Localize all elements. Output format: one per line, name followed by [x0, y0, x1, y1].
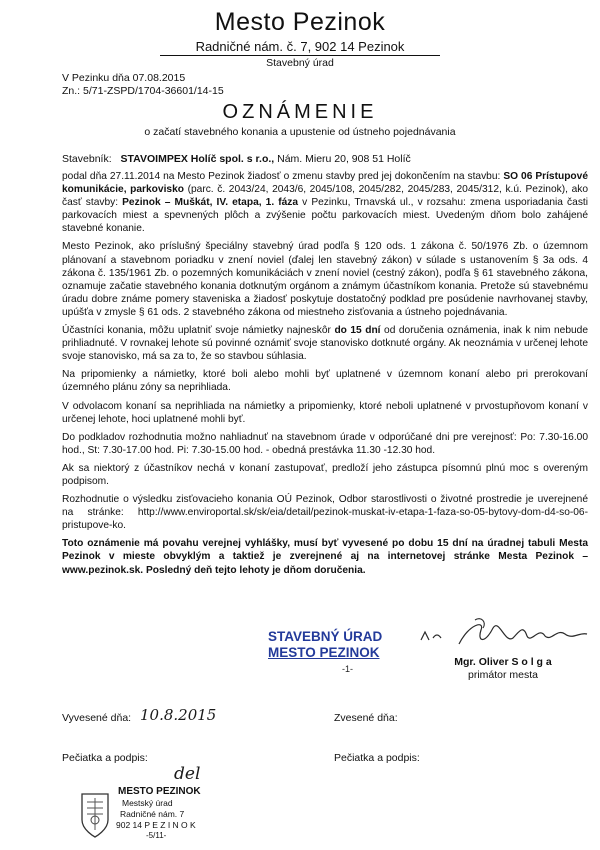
- signatory-role: primátor mesta: [467, 669, 539, 681]
- builder-label: Stavebník:: [62, 153, 112, 165]
- reference-number: Zn.: 5/71-ZSPD/1704-36601/14-15: [62, 85, 224, 97]
- paragraph-text: (parc. č. 2043/24, 2043/6, 2045/108, 2045/282, 2045/283, 2045/312, k.ú. Pezinok), ako časť stavby:: [62, 184, 589, 209]
- stamp-signature-label-right: Pečiatka a podpis:: [334, 752, 420, 764]
- municipal-stamp: [78, 786, 228, 844]
- paragraph-objections: Na pripomienky a námietky, ktoré boli alebo mohli byť uplatnené v územnom konaní alebo pri prerokovaní územného plánu zóny sa neprihliada.: [62, 369, 588, 394]
- handwritten-initials: del: [174, 764, 201, 784]
- deadline-days: do 15 dní: [334, 325, 381, 337]
- removed-label: Zvesené dňa:: [334, 712, 398, 724]
- paragraph-text: podal dňa 27.11.2014 na Mesto Pezinok žiadosť o zmenu stavby pred jej dokončením na stavbu:: [62, 171, 501, 182]
- office-stamp-line1: STAVEBNÝ ÚRAD: [268, 629, 383, 644]
- office-stamp-line2: MESTO PEZINOK: [268, 645, 380, 660]
- notice-title: OZNÁMENIE: [222, 101, 378, 123]
- stamp-line1: MESTO PEZINOK: [118, 786, 201, 797]
- stamp-line3: Radničné nám. 7: [120, 809, 185, 819]
- paragraph-representation: Ak sa niektorý z účastníkov nechá v konaní zastupovať, predloží jeho zástupca písomnú plnú moc s overeným podpisom.: [62, 462, 588, 487]
- paragraph-authority: Mesto Pezinok, ako príslušný špeciálny stavebný úrad podľa § 120 ods. 1 zákona č. 50/1976 Zb. o územnom plánovaní a stavebnom poriadku v znení noviel (ďalej len stavebný zákon) v súlade s ustanovením § 3a ods. 4 zákona č. 135/1961 Zb. o pozemných komunikáciách v znení noviel (cestný zákon), podľa § 61 stavebného zákona, oznamuje začatie stavebného konania dotknutým orgánom a známym účastníkom konania. Pretože sú stavebnému úradu dobre známe pomery staveniska a žiadosť poskytuje dostatočný podklad pre posúdenie navrhovanej stavby, upúšťa v zmysle § 61 ods. 2 stavebného zákona od miestneho zisťovania a ústneho pojednávania.: [62, 241, 588, 318]
- notice-subtitle: o začatí stavebného konania a upustenie od ústneho pojednávania: [144, 126, 456, 138]
- notice-body: [62, 170, 588, 582]
- paragraph-appeal: V odvolacom konaní sa neprihliada na námietky a pripomienky, ktoré neboli uplatnené v prvostupňovom konaní v určenej lehote, hoci uplatnené mohli byť.: [62, 400, 588, 425]
- place-date: V Pezinku dňa 07.08.2015: [62, 72, 186, 84]
- paragraph-text: od doručenia oznámenia, inak k nim nebude prihliadnuté. V rovnakej lehote sú povinné oznámiť svoje stanovisko dotknuté orgány. Ak neoznámia v určenej lehote svoje stanovisko, má sa za to, že so stavbou súhlasia.: [62, 325, 588, 363]
- builder-address: Nám. Mieru 20, 908 51 Holíč: [277, 153, 411, 165]
- paragraph-application: [62, 170, 588, 235]
- stamp-line4: 902 14 P E Z I N O K: [116, 820, 196, 830]
- office-stamp: [268, 629, 382, 677]
- paragraph-text: v Pezinku, Trnavská ul., v rozsahu: zmena usporiadania časti parkovacích miest a spevnených plôch a zvýšenie počtu parkovacích miest. Uvedeným dňom bolo zahájené stavebné konanie.: [62, 197, 589, 235]
- paragraph-deadline: [62, 324, 588, 363]
- office-name: Stavebný úrad: [266, 57, 334, 69]
- page-title: Mesto Pezinok: [214, 8, 386, 36]
- stamp-signature-label-left: Pečiatka a podpis:: [62, 752, 148, 764]
- coat-of-arms-icon: [78, 790, 112, 840]
- paragraph-decision-link: Rozhodnutie o výsledku zisťovacieho konania OÚ Pezinok, Odbor starostlivosti o životné prostredie je uverejnené na stránke: http://www.enviroportal.sk/sk/eia/detail/pezinok-muskat-iv-etapa-1-faza-so-05-bytovy-dom-d4-so-06-pristupove-ko.: [62, 494, 588, 532]
- paragraph-public-notice: Toto oznámenie má povahu verejnej vyhlášky, musí byť vyvesené po dobu 15 dní na úradnej tabuli Mesta Pezinok v mieste obvyklým a taktiež je zverejnené aj na internetovej stránke Mesta Pezinok – www.pezinok.sk. Posledný deň tejto lehoty je dňom doručenia.: [62, 538, 588, 576]
- signature-scribble: [415, 614, 595, 654]
- paragraph-text: Účastníci konania, môžu uplatniť svoje námietky najneskôr: [62, 325, 335, 337]
- builder-line: [62, 153, 411, 165]
- signatory: [418, 656, 588, 682]
- posted-date: 10.8.2015: [140, 706, 217, 724]
- project-name: Pezinok – Muškát, IV. etapa, 1. fáza: [122, 197, 299, 209]
- paragraph-office-hours: Do podkladov rozhodnutia možno nahliadnuť na stavebnom úrade v odporúčané dni pre verejnosť: Po: 7.30-16.00 hod., St: 7.30-17.00 hod. Pi: 7.30-15.00 hod. - obedná prestávka 11.30 -12.30 hod.: [62, 431, 588, 456]
- posted-label: Vyvesené dňa:: [62, 712, 132, 724]
- stamp-line5: -5/11-: [146, 831, 167, 840]
- builder-name: STAVOIMPEX Holíč spol. s r.o.,: [120, 153, 275, 165]
- signatory-name: Mgr. Oliver S o l g a: [454, 656, 552, 668]
- office-stamp-number: -1-: [342, 664, 353, 674]
- building-object: SO 06 Prístupové komunikácie, parkovisko: [62, 171, 588, 196]
- stamp-line2: Mestský úrad: [122, 798, 173, 808]
- office-address: Radničné nám. č. 7, 902 14 Pezinok: [160, 39, 440, 56]
